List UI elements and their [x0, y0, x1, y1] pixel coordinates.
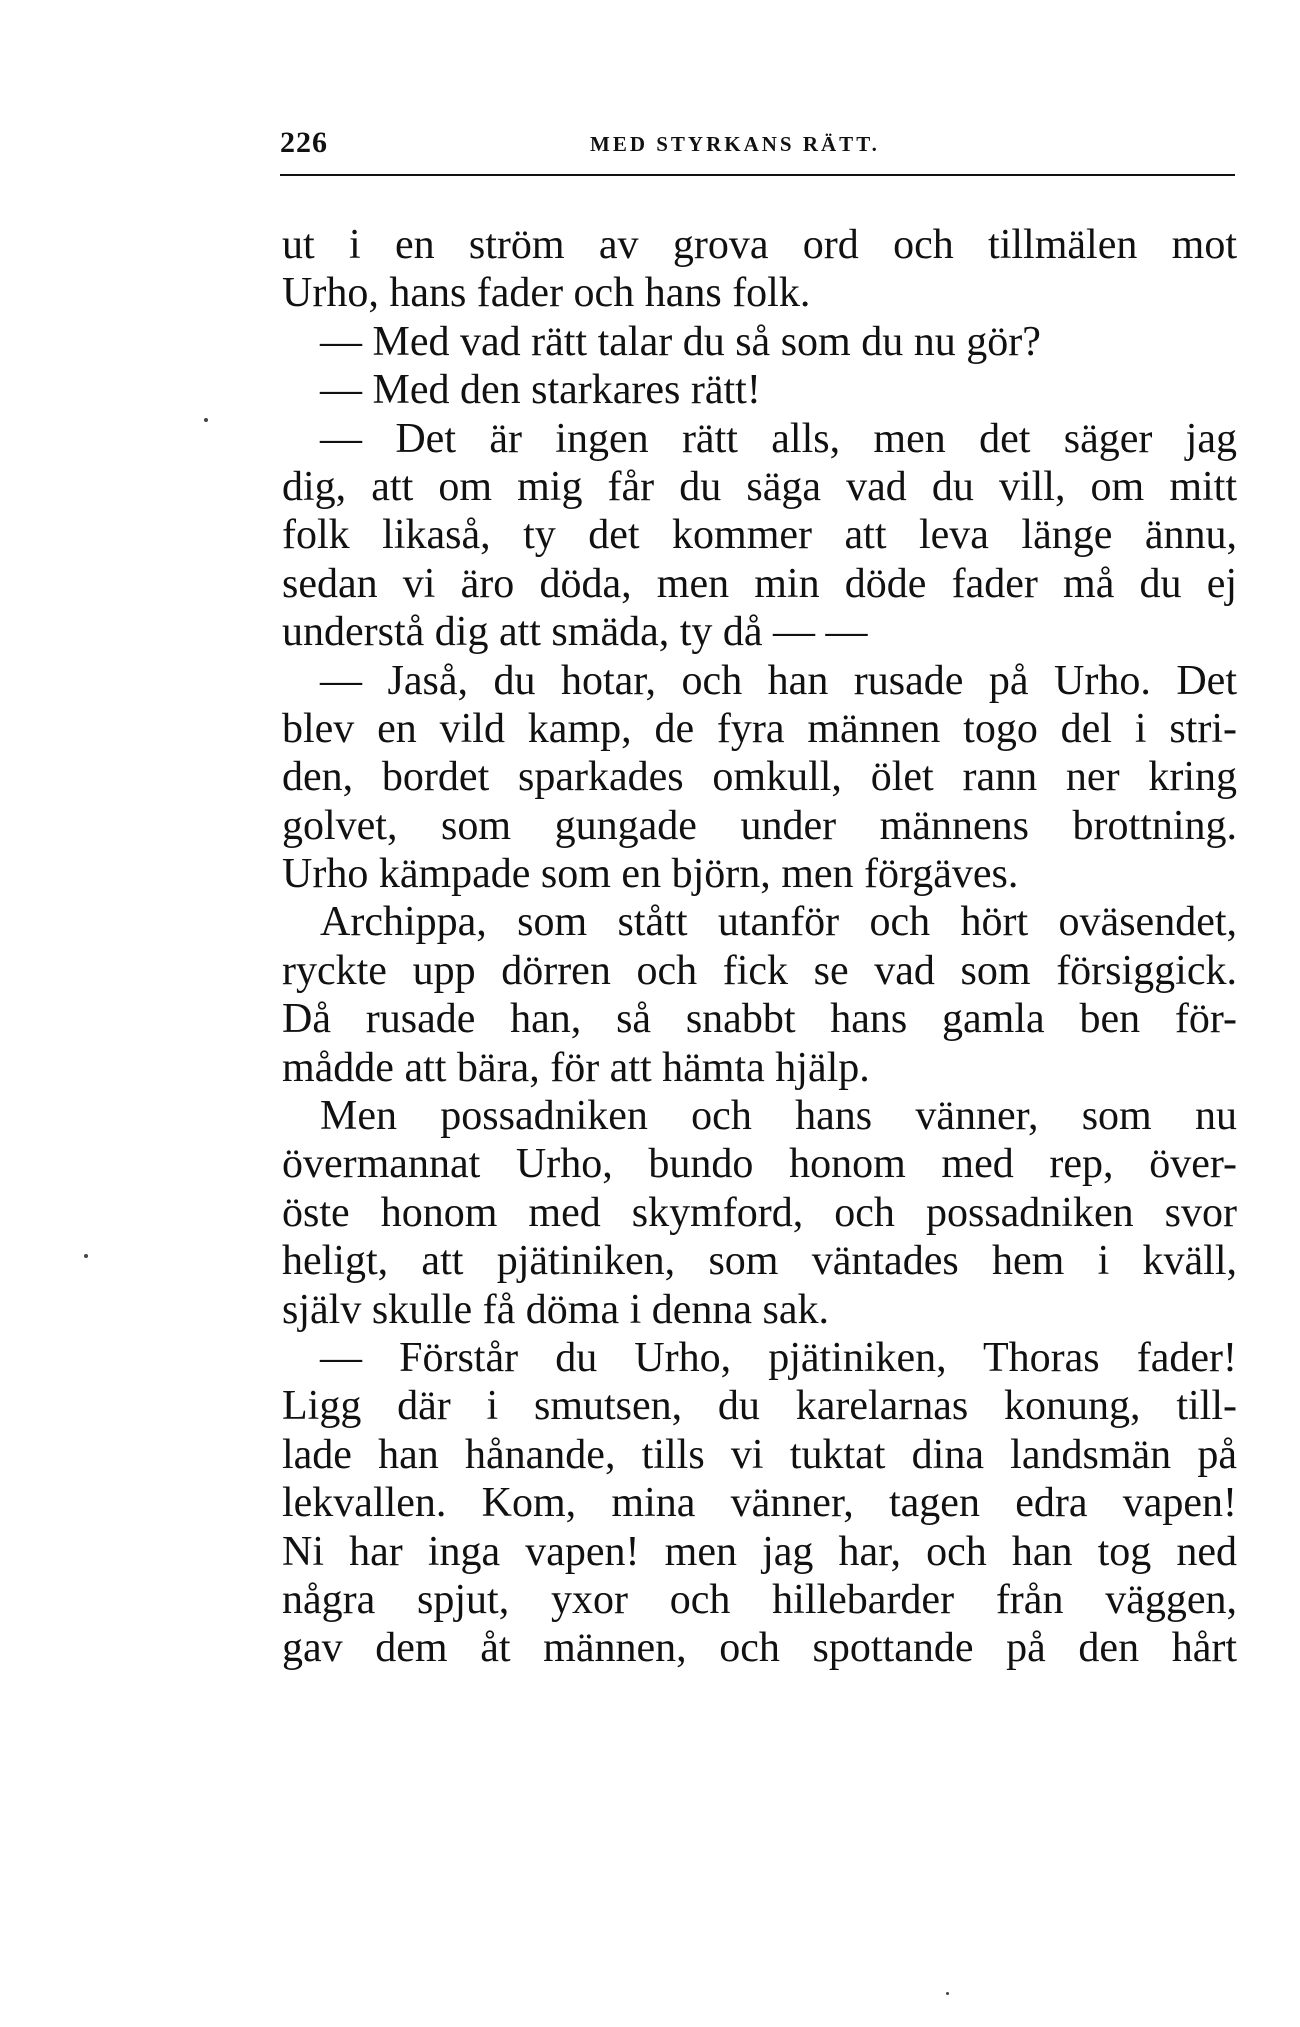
running-title: MED STYRKANS RÄTT. — [590, 132, 880, 156]
running-head — [280, 124, 1235, 164]
text-line: några spjut, yxor och hillebarder från väggen, — [282, 1576, 1237, 1623]
text-line: gav dem åt männen, och spottande på den hårt — [282, 1625, 1237, 1672]
text-line: lade han hånande, tills vi tuktat dina landsmän på — [282, 1431, 1237, 1478]
text-line: Ligg där i smutsen, du karelarnas konung, till- — [282, 1383, 1237, 1430]
text-line: Archippa, som stått utanför och hört oväsendet, — [320, 899, 1237, 946]
text-line: själv skulle få döma i denna sak. — [282, 1286, 830, 1333]
text-line: Ni har inga vapen! men jag har, och han tog ned — [282, 1528, 1237, 1575]
text-line: heligt, att pjätiniken, som väntades hem i kväll, — [282, 1238, 1237, 1285]
text-line: Men possadniken och hans vänner, som nu — [320, 1093, 1237, 1140]
text-line: golvet, som gungade under männens brottning. — [282, 802, 1237, 849]
body-text — [282, 221, 1237, 1673]
print-speck — [946, 1992, 949, 1995]
text-line: den, bordet sparkades omkull, ölet rann ner kring — [282, 754, 1237, 801]
header-rule — [280, 174, 1235, 176]
print-speck — [204, 418, 208, 422]
print-speck — [84, 1254, 88, 1258]
page-number: 226 — [280, 126, 328, 159]
text-line: lekvallen. Kom, mina vänner, tagen edra vapen! — [282, 1480, 1237, 1527]
text-line: Urho, hans fader och hans folk. — [282, 270, 811, 317]
text-line: Då rusade han, så snabbt hans gamla ben för- — [282, 996, 1237, 1043]
text-line: — Det är ingen rätt alls, men det säger jag — [320, 415, 1237, 462]
text-line: — Förstår du Urho, pjätiniken, Thoras fader! — [320, 1334, 1237, 1381]
text-line: ut i en ström av grova ord och tillmälen mot — [282, 222, 1237, 268]
text-line: — Jaså, du hotar, och han rusade på Urho. Det — [320, 657, 1237, 704]
text-line: dig, att om mig får du säga vad du vill, om mitt — [282, 463, 1237, 510]
text-line: ryckte upp dörren och fick se vad som försiggick. — [282, 947, 1237, 994]
text-line: Urho kämpade som en björn, men förgäves. — [282, 851, 1019, 898]
text-line: mådde att bära, för att hämta hjälp. — [282, 1044, 870, 1091]
text-line: — Med vad rätt talar du så som du nu gör? — [320, 318, 1041, 365]
text-line: — Med den starkares rätt! — [320, 367, 761, 414]
text-line: understå dig att smäda, ty då — — — [282, 609, 868, 656]
text-line: övermannat Urho, bundo honom med rep, över- — [282, 1141, 1237, 1188]
text-line: öste honom med skymford, och possadniken svor — [282, 1189, 1237, 1236]
text-line: folk likaså, ty det kommer att leva länge ännu, — [282, 512, 1237, 559]
text-line: blev en vild kamp, de fyra männen togo del i stri- — [282, 705, 1237, 752]
text-line: sedan vi äro döda, men min döde fader må du ej — [282, 560, 1237, 607]
